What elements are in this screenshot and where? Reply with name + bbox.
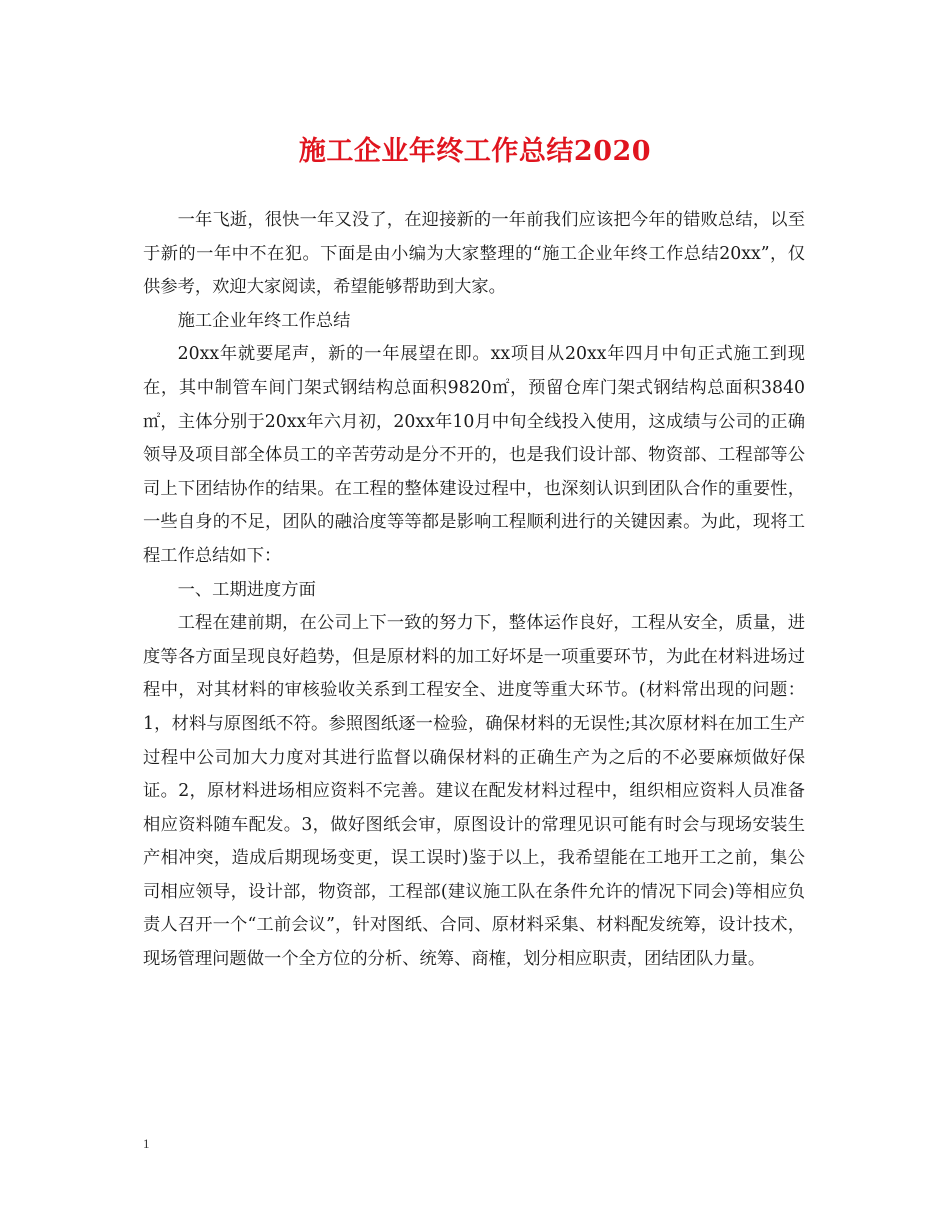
section-heading: 施工企业年终工作总结 — [177, 310, 351, 331]
document-body — [143, 204, 805, 977]
document-title: 施工企业年终工作总结2020 — [298, 136, 652, 167]
subsection-heading: 一、工期进度方面 — [177, 579, 316, 600]
intro-paragraph: 一年飞逝，很快一年又没了，在迎接新的一年前我们应该把今年的错败总结，以至于新的一年中不在犯。下面是由小编为大家整理的“施工企业年终工作总结20xx”，仅供参考，欢迎大家阅读，希望能够帮助到大家。 — [143, 210, 805, 298]
page-number: 1 — [143, 1136, 150, 1151]
summary-paragraph: 20xx年就要尾声，新的一年展望在即。xx项目从20xx年四月中旬正式施工到现在，其中制管车间门架式钢结构总面积9820㎡，预留仓库门架式钢结构总面积3840㎡，主体分别于20xx年六月初，20xx年10月中旬全线投入使用，这成绩与公司的正确领导及项目部全体员工的辛苦劳动是分不开的，也是我们设计部、物资部、工程部等公司上下团结协作的结果。在工程的整体建设过程中，也深刻认识到团队合作的重要性，一些自身的不足，团队的融洽度等等都是影响工程顺利进行的关键因素。为此，现将工程工作总结如下： — [143, 344, 805, 566]
schedule-paragraph: 工程在建前期，在公司上下一致的努力下，整体运作良好，工程从安全，质量，进度等各方面呈现良好趋势，但是原材料的加工好坏是一项重要环节，为此在材料进场过程中，对其材料的审核验收关系到工程安全、进度等重大环节。(材料常出现的问题：1，材料与原图纸不符。参照图纸逐一检验，确保材料的无误性;其次原材料在加工生产过程中公司加大力度对其进行监督以确保材料的正确生产为之后的不必要麻烦做好保证。2，原材料进场相应资料不完善。建议在配发材料过程中，组织相应资料人员准备相应资料随车配发。3，做好图纸会审，原图设计的常理见识可能有时会与现场安装生产相冲突，造成后期现场变更，误工误时)鉴于以上，我希望能在工地开工之前，集公司相应领导，设计部，物资部，工程部(建议施工队在条件允许的情况下同会)等相应负责人召开一个“工前会议”，针对图纸、合同、原材料采集、材料配发统筹，设计技术，现场管理问题做一个全方位的分析、统筹、商榷，划分相应职责，团结团队力量。 — [143, 613, 805, 970]
